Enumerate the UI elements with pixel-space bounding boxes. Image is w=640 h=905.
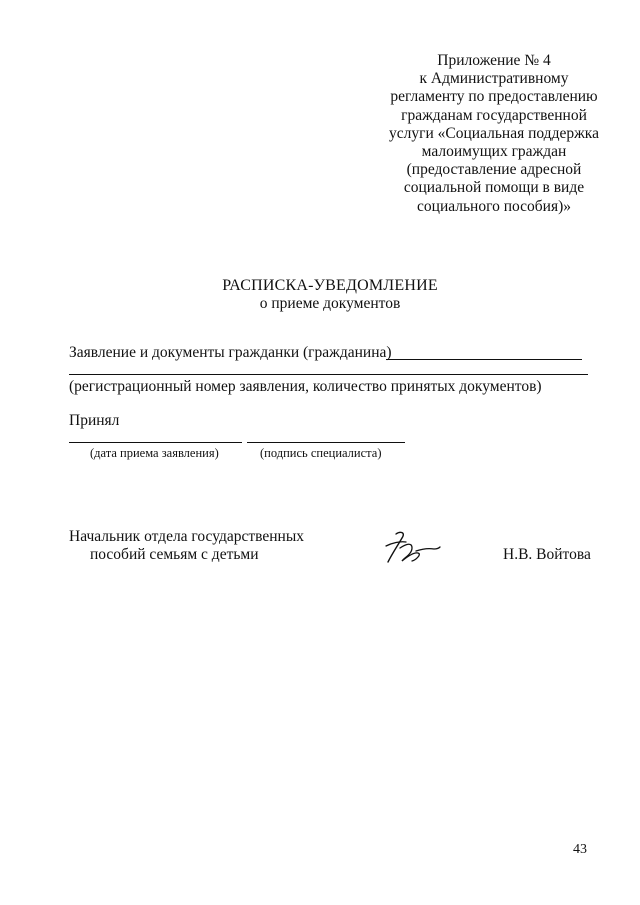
appendix-line: Приложение № 4 [437,52,551,69]
specialist-signature-field[interactable] [247,442,405,443]
appendix-line: социального пособия)» [417,197,571,215]
signer-name: Н.В. Войтова [503,546,591,563]
position-line: Начальник отдела государственных [69,528,305,545]
appendix-line: социальной помощи в виде [403,179,585,197]
page-number: 43 [573,842,587,857]
accepted-label: Принял [69,412,120,429]
appendix-line: (предоставление адресной [406,161,582,179]
appendix-line: гражданам государственной [401,106,587,124]
document-title: РАСПИСКА-УВЕДОМЛЕНИЕ [222,277,438,294]
appendix-line: малоимущих граждан [421,143,567,161]
appendix-line: регламенту по предоставлению [390,88,598,106]
position-line: пособий семьям с детьми [90,546,259,563]
document-subtitle: о приеме документов [259,295,401,312]
handwritten-signature [382,528,442,568]
acceptance-date-field[interactable] [69,442,242,443]
appendix-line: услуги «Социальная поддержка [389,124,599,142]
appendix-header [360,52,628,216]
signature-caption: (подпись специалиста) [260,446,382,460]
date-caption: (дата приема заявления) [90,446,219,460]
statement-label: Заявление и документы гражданки (гражданина) [69,344,392,361]
appendix-line: к Административному [419,70,569,88]
registration-field[interactable] [69,374,588,375]
citizen-name-field[interactable] [386,359,582,360]
registration-caption: (регистрационный номер заявления, количество принятых документов) [69,378,542,395]
official-position [69,528,304,564]
document-heading [130,277,530,313]
